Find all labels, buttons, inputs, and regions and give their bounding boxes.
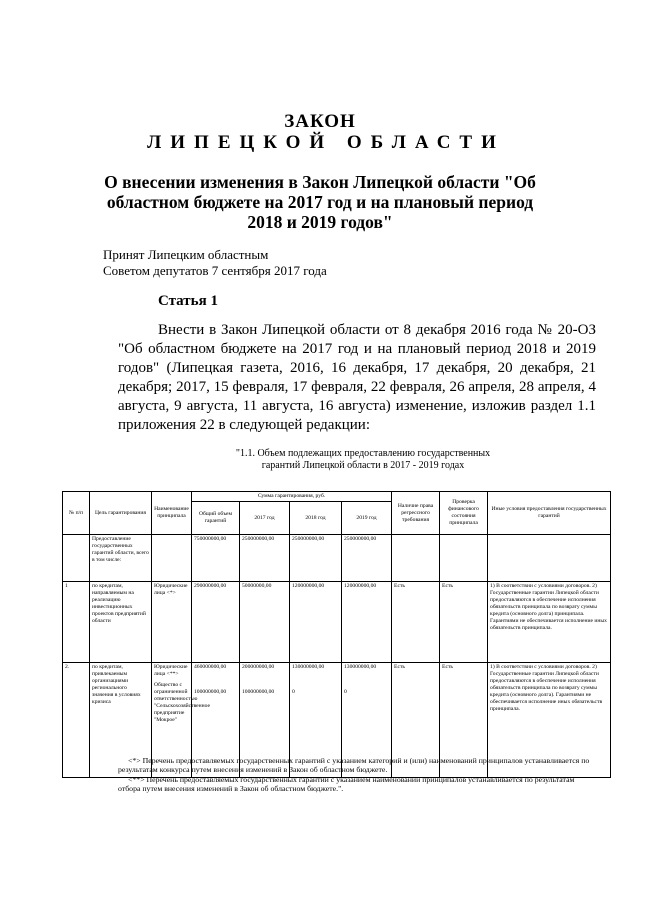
cell: 460000000,00: [194, 664, 227, 670]
cell: 250000000,00: [342, 535, 392, 582]
col-terms: Иные условия предоставления государственных гарантий: [488, 492, 611, 535]
col-2018: 2018 год: [290, 502, 342, 535]
cell: Юридические лица <**>: [154, 664, 188, 677]
cell: 1) В соответствии с условиями договоров. 2) Государственные гарантии Липецкой области предоставляются в обеспечение исполнения обязательств принципала по возврату суммы кредита (основного долга). Гарантиями не обеспечивается исполнение иных обязательств принципала.: [488, 663, 611, 778]
cell: Есть: [392, 663, 440, 778]
cell: 100000000,00: [242, 689, 275, 695]
cell: Юридические лица <*>: [152, 582, 192, 663]
cell: 0: [344, 689, 347, 695]
cell: 50000000,00: [240, 582, 290, 663]
cell: 130000000,00: [292, 664, 325, 670]
article-heading: Статья 1: [158, 293, 218, 309]
footnotes: [118, 756, 596, 794]
document-title: О внесении изменения в Закон Липецкой области "Об областном бюджете на 2017 год и на плановый период 2018 и 2019 годов": [104, 172, 536, 232]
cell: 120000000,00: [290, 582, 342, 663]
cell: 0: [292, 689, 295, 695]
col-total: Общий объем гарантий: [192, 502, 240, 535]
cell: 250000000,00: [290, 535, 342, 582]
cell: 750000000,00: [192, 535, 240, 582]
adoption-line-2: Советом депутатов 7 сентября 2017 года: [103, 263, 327, 278]
footnote-1: <*> Перечень предоставляемых государственных гарантий с указанием категорий и (или) наименований принципалов устанавливается по результатам конкурса путем внесения изменений в Закон об областном бюджете.: [118, 756, 590, 775]
col-regress: Наличие права регрессного требования: [392, 492, 440, 535]
cell: Общество с ограниченной ответственностью "Сельскохозяйственное предприятие "Мокрое": [154, 682, 210, 723]
col-sum: Сумма гарантирования, руб.: [192, 492, 392, 502]
cell: Есть: [440, 663, 488, 778]
table-row: [63, 582, 611, 663]
cell: 290000000,00: [192, 582, 240, 663]
col-check: Проверка финансового состояния принципала: [440, 492, 488, 535]
adoption-line-1: Принят Липецким областным: [103, 247, 269, 262]
region-heading: ЛИПЕЦКОЙ ОБЛАСТИ: [147, 132, 505, 153]
cell: 100000000,00: [194, 689, 227, 695]
table-row: [63, 535, 611, 582]
cell: по кредитам, привлекаемым организациями регионального значения в условиях кризиса: [90, 663, 152, 778]
cell: 2.: [63, 663, 90, 778]
cell: 250000000,00: [240, 535, 290, 582]
total-label: Предоставление государственных гарантий области, всего в том числе:: [90, 535, 152, 582]
col-principal: Наименование принципала: [152, 492, 192, 535]
cell: 200000000,00: [242, 664, 275, 670]
col-2019: 2019 год: [342, 502, 392, 535]
cell: 1: [63, 582, 90, 663]
header-row: [63, 492, 611, 502]
cell: по кредитам, направляемым на реализацию инвестиционных проектов предприятий области: [90, 582, 152, 663]
cell: 1) В соответствии с условиями договоров. 2) Государственные гарантии Липецкой области предоставляются в обеспечение исполнения обязательств принципала по возврату суммы кредита (основного долга) принципала. Гарантиями не обеспечивается исполнение иных обязательств принципала.: [488, 582, 611, 663]
law-heading: ЗАКОН: [284, 111, 356, 132]
guarantees-table: [62, 491, 611, 778]
footnote-2: <**> Перечень предоставляемых государственных гарантий с указанием наименований принципалов устанавливается по результатам отбора путем внесения изменений в Закон об областном бюджете.".: [118, 774, 575, 794]
cell: Есть: [440, 582, 488, 663]
col-2017: 2017 год: [240, 502, 290, 535]
article-body: Внести в Закон Липецкой области от 8 декабря 2016 года № 20-ОЗ "Об областном бюджете на 2017 год и на плановый период 2018 и 2019 годов" (Липецкая газета, 2016, 16 декабря, 17 декабря, 20 декабря, 21 декабря; 2017, 15 февраля, 17 февраля, 22 февраля, 26 апреля, 28 апреля, 4 августа, 9 августа, 11 августа, 16 августа) изменение, изложив раздел 1.1 приложения 22 в следующей редакции:: [118, 322, 596, 433]
cell: 120000000,00: [342, 582, 392, 663]
col-num: № п/п: [63, 492, 90, 535]
cell: Есть: [392, 582, 440, 663]
cell: 130000000,00: [344, 664, 377, 670]
table-title: "1.1. Объем подлежащих предоставлению государственных гарантий Липецкой области в 2017 - 2019 годах: [235, 448, 491, 471]
col-purpose: Цель гарантирования: [90, 492, 152, 535]
adoption-info: [103, 247, 327, 279]
